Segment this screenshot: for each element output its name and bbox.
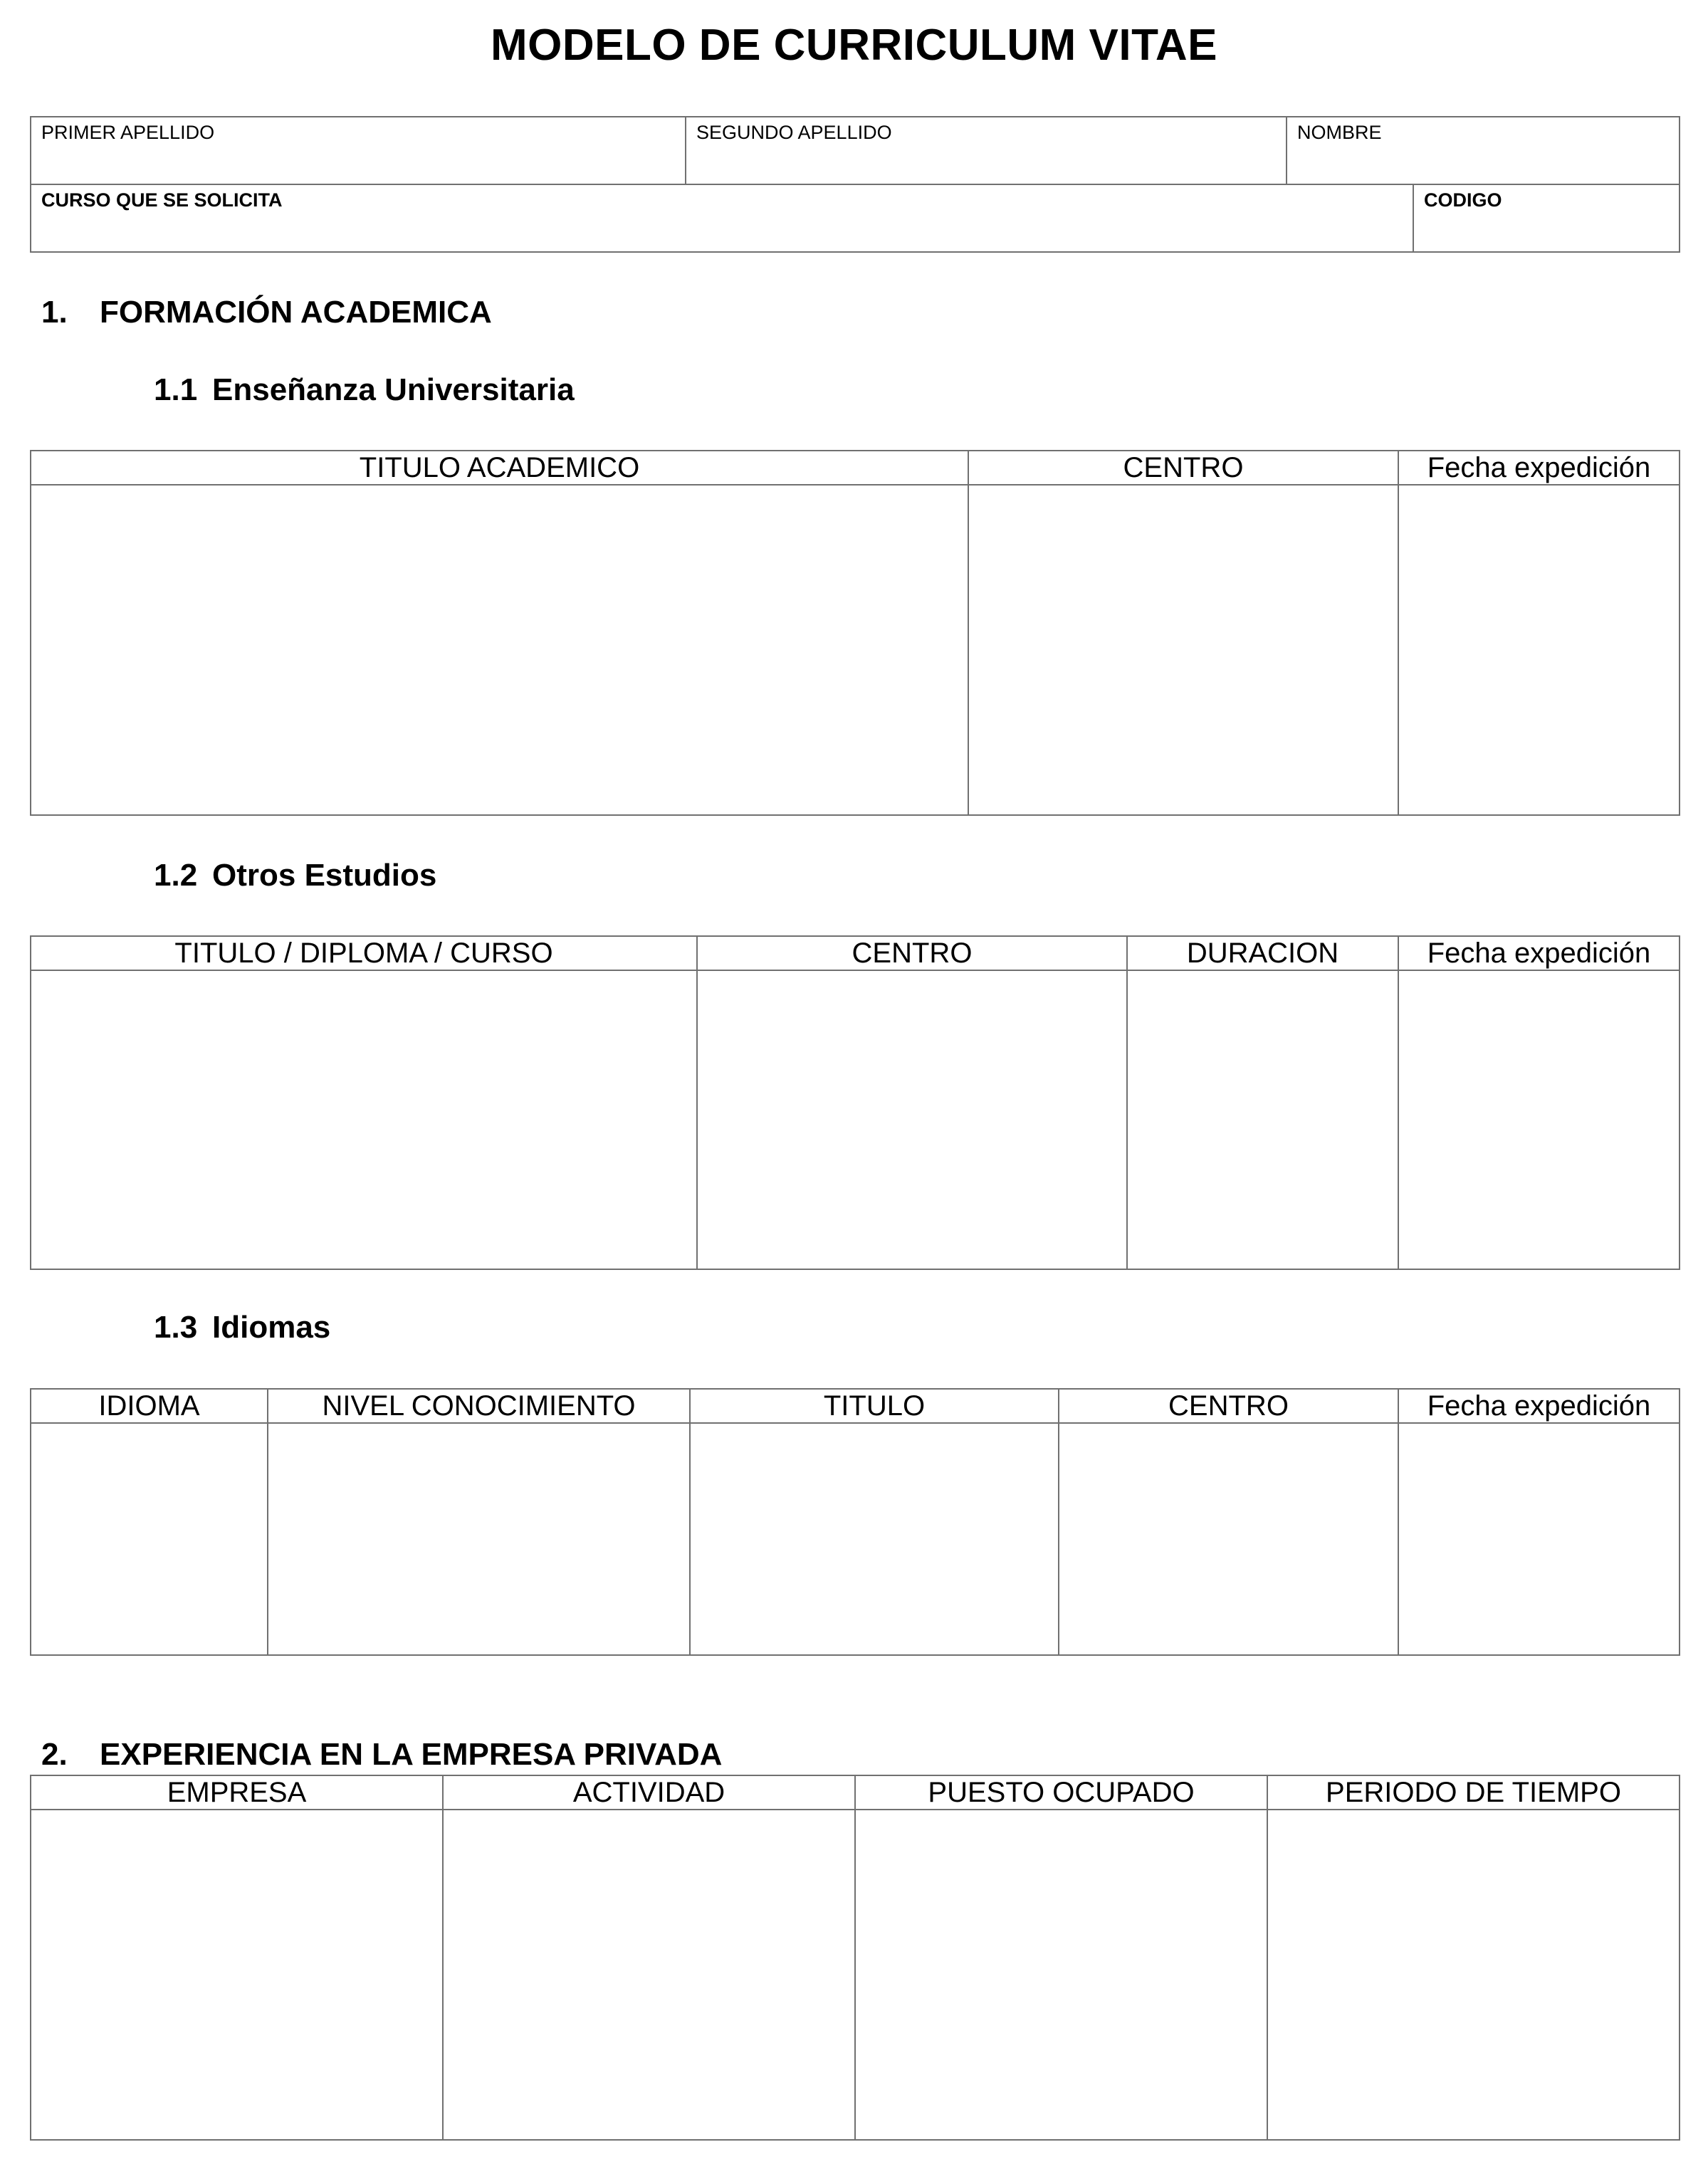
- codigo-label: CODIGO: [1424, 189, 1502, 211]
- segundo-apellido-field[interactable]: [686, 117, 1287, 184]
- col-centro: CENTRO: [697, 936, 1127, 970]
- segundo-apellido-label: SEGUNDO APELLIDO: [696, 122, 892, 143]
- otros-estudios-table: [30, 935, 1680, 1270]
- nombre-label: NOMBRE: [1297, 122, 1382, 143]
- col-fecha-expedicion: Fecha expedición: [1398, 1389, 1680, 1423]
- actividad-cell[interactable]: [443, 1810, 855, 2140]
- puesto-ocupado-cell[interactable]: [855, 1810, 1267, 2140]
- col-centro: CENTRO: [1059, 1389, 1398, 1423]
- titulo-cell[interactable]: [690, 1423, 1059, 1655]
- section-2-number: 2.: [41, 1737, 68, 1772]
- identification-table: [30, 116, 1680, 253]
- col-centro: CENTRO: [968, 451, 1398, 485]
- section-2-title: EXPERIENCIA EN LA EMPRESA PRIVADA: [100, 1737, 723, 1772]
- section-1-3-number: 1.3: [154, 1310, 198, 1345]
- duracion-cell[interactable]: [1127, 970, 1398, 1269]
- fecha-expedicion-cell[interactable]: [1398, 1423, 1680, 1655]
- section-1-3-heading: [154, 1310, 330, 1345]
- idioma-cell[interactable]: [31, 1423, 268, 1655]
- idiomas-table: [30, 1388, 1680, 1656]
- section-1-title: FORMACIÓN ACADEMICA: [100, 295, 492, 330]
- col-nivel-conocimiento: NIVEL CONOCIMIENTO: [268, 1389, 690, 1423]
- col-empresa: EMPRESA: [31, 1775, 443, 1810]
- ensenanza-universitaria-table: [30, 450, 1680, 816]
- col-puesto-ocupado: PUESTO OCUPADO: [855, 1775, 1267, 1810]
- periodo-de-tiempo-cell[interactable]: [1267, 1810, 1680, 2140]
- centro-cell[interactable]: [968, 485, 1398, 815]
- nombre-field[interactable]: [1287, 117, 1680, 184]
- curso-label: CURSO QUE SE SOLICITA: [41, 189, 283, 211]
- document-title: MODELO DE CURRICULUM VITAE: [490, 21, 1218, 70]
- col-idioma: IDIOMA: [31, 1389, 268, 1423]
- curso-field[interactable]: [31, 184, 1413, 252]
- centro-cell[interactable]: [1059, 1423, 1398, 1655]
- section-1-2-number: 1.2: [154, 858, 198, 893]
- section-1-heading: [41, 295, 492, 330]
- section-2-heading: [41, 1737, 722, 1773]
- fecha-expedicion-cell[interactable]: [1398, 970, 1680, 1269]
- col-periodo-de-tiempo: PERIODO DE TIEMPO: [1267, 1775, 1680, 1810]
- col-titulo-diploma-curso: TITULO / DIPLOMA / CURSO: [31, 936, 697, 970]
- titulo-diploma-curso-cell[interactable]: [31, 970, 697, 1269]
- centro-cell[interactable]: [697, 970, 1127, 1269]
- nivel-conocimiento-cell[interactable]: [268, 1423, 690, 1655]
- primer-apellido-label: PRIMER APELLIDO: [41, 122, 215, 143]
- section-1-1-number: 1.1: [154, 372, 198, 407]
- col-titulo-academico: TITULO ACADEMICO: [31, 451, 968, 485]
- col-fecha-expedicion: Fecha expedición: [1398, 451, 1680, 485]
- section-1-3-title: Idiomas: [212, 1310, 331, 1345]
- section-1-2-title: Otros Estudios: [212, 858, 437, 893]
- experiencia-empresa-privada-table: [30, 1775, 1680, 2141]
- col-actividad: ACTIVIDAD: [443, 1775, 855, 1810]
- fecha-expedicion-cell[interactable]: [1398, 485, 1680, 815]
- titulo-academico-cell[interactable]: [31, 485, 968, 815]
- col-fecha-expedicion: Fecha expedición: [1398, 936, 1680, 970]
- col-duracion: DURACION: [1127, 936, 1398, 970]
- col-titulo: TITULO: [690, 1389, 1059, 1423]
- section-1-number: 1.: [41, 295, 68, 330]
- section-1-1-title: Enseñanza Universitaria: [212, 372, 575, 407]
- codigo-field[interactable]: [1413, 184, 1680, 252]
- section-1-1-heading: [154, 372, 575, 408]
- empresa-cell[interactable]: [31, 1810, 443, 2140]
- primer-apellido-field[interactable]: [31, 117, 686, 184]
- section-1-2-heading: [154, 858, 436, 893]
